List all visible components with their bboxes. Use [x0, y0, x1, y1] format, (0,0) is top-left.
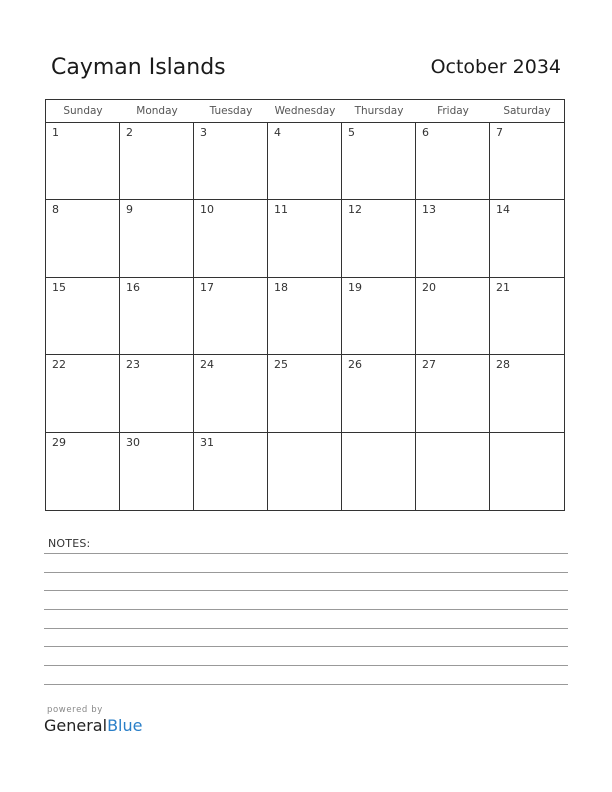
- weekday-sunday: Sunday: [63, 105, 103, 117]
- notes-line[interactable]: [44, 609, 568, 610]
- notes-label: NOTES:: [48, 537, 91, 550]
- day-number: 23: [126, 358, 140, 372]
- powered-by-text: powered by: [47, 705, 103, 715]
- day-number: 26: [348, 358, 362, 372]
- day-cell[interactable]: [490, 278, 564, 355]
- day-number: 27: [422, 358, 436, 372]
- day-number: 1: [52, 126, 59, 139]
- day-cell[interactable]: [416, 355, 490, 432]
- day-number: 29: [52, 435, 66, 449]
- day-number: 15: [52, 280, 66, 294]
- notes-line[interactable]: [44, 646, 568, 647]
- day-cell[interactable]: [120, 278, 194, 355]
- day-cell[interactable]: [46, 433, 120, 510]
- day-number: 10: [200, 203, 214, 217]
- day-number: 18: [274, 280, 288, 294]
- day-cell-empty[interactable]: [490, 433, 564, 510]
- day-cell[interactable]: [490, 355, 564, 432]
- day-number: 7: [496, 126, 503, 139]
- day-number: 28: [496, 358, 510, 372]
- day-number: 17: [200, 280, 214, 294]
- day-number: 13: [422, 203, 436, 217]
- day-cell[interactable]: [120, 355, 194, 432]
- page-title-country: Cayman Islands: [51, 55, 226, 80]
- notes-line[interactable]: [44, 684, 568, 685]
- weekday-saturday: Saturday: [503, 105, 551, 117]
- day-cell[interactable]: [268, 355, 342, 432]
- day-cell[interactable]: [342, 200, 416, 277]
- day-cell-empty[interactable]: [416, 433, 490, 510]
- day-number: 20: [422, 280, 436, 294]
- day-cell[interactable]: [342, 278, 416, 355]
- weekday-tuesday: Tuesday: [209, 105, 253, 117]
- day-cell[interactable]: [46, 278, 120, 355]
- day-cell[interactable]: [194, 355, 268, 432]
- day-cell[interactable]: [120, 433, 194, 510]
- day-number: 30: [126, 435, 140, 449]
- day-cell[interactable]: [490, 200, 564, 277]
- day-cell[interactable]: [46, 123, 120, 200]
- day-cell[interactable]: [416, 200, 490, 277]
- weekday-monday: Monday: [136, 105, 178, 117]
- day-number: 25: [274, 358, 288, 372]
- day-number: 31: [200, 435, 214, 449]
- day-number: 16: [126, 280, 140, 294]
- day-cell[interactable]: [194, 123, 268, 200]
- day-grid: [46, 123, 564, 510]
- day-cell[interactable]: [268, 123, 342, 200]
- day-number: 8: [52, 203, 59, 217]
- day-cell[interactable]: [268, 278, 342, 355]
- day-cell[interactable]: [342, 355, 416, 432]
- weekday-wednesday: Wednesday: [274, 105, 336, 117]
- brand-logo: [44, 716, 142, 735]
- day-cell[interactable]: [46, 200, 120, 277]
- weekday-header-row: [46, 100, 564, 123]
- day-cell[interactable]: [268, 200, 342, 277]
- brand-general-text: General: [44, 716, 108, 735]
- day-cell[interactable]: [416, 123, 490, 200]
- day-cell[interactable]: [342, 123, 416, 200]
- notes-line[interactable]: [44, 628, 568, 629]
- day-cell[interactable]: [490, 123, 564, 200]
- day-number: 5: [348, 126, 355, 139]
- weekday-thursday: Thursday: [354, 105, 404, 117]
- day-cell[interactable]: [416, 278, 490, 355]
- day-number: 24: [200, 358, 214, 372]
- brand-blue-text: Blue: [107, 716, 143, 735]
- day-number: 4: [274, 126, 281, 139]
- notes-line[interactable]: [44, 572, 568, 573]
- day-number: 3: [200, 126, 207, 139]
- day-number: 11: [274, 203, 288, 217]
- day-cell[interactable]: [120, 123, 194, 200]
- day-number: 2: [126, 126, 133, 139]
- day-number: 9: [126, 203, 133, 217]
- day-number: 6: [422, 126, 429, 139]
- day-number: 14: [496, 203, 510, 217]
- day-cell[interactable]: [194, 433, 268, 510]
- day-cell-empty[interactable]: [268, 433, 342, 510]
- weekday-friday: Friday: [437, 105, 469, 117]
- day-cell[interactable]: [194, 278, 268, 355]
- notes-line[interactable]: [44, 590, 568, 591]
- day-cell[interactable]: [46, 355, 120, 432]
- day-cell-empty[interactable]: [342, 433, 416, 510]
- page-title-month: October 2034: [430, 56, 561, 78]
- notes-line[interactable]: [44, 553, 568, 554]
- day-cell[interactable]: [120, 200, 194, 277]
- notes-line[interactable]: [44, 665, 568, 666]
- day-cell[interactable]: [194, 200, 268, 277]
- day-number: 19: [348, 280, 362, 294]
- day-number: 22: [52, 358, 66, 372]
- calendar-grid: [45, 99, 565, 511]
- day-number: 12: [348, 203, 362, 217]
- day-number: 21: [496, 280, 510, 294]
